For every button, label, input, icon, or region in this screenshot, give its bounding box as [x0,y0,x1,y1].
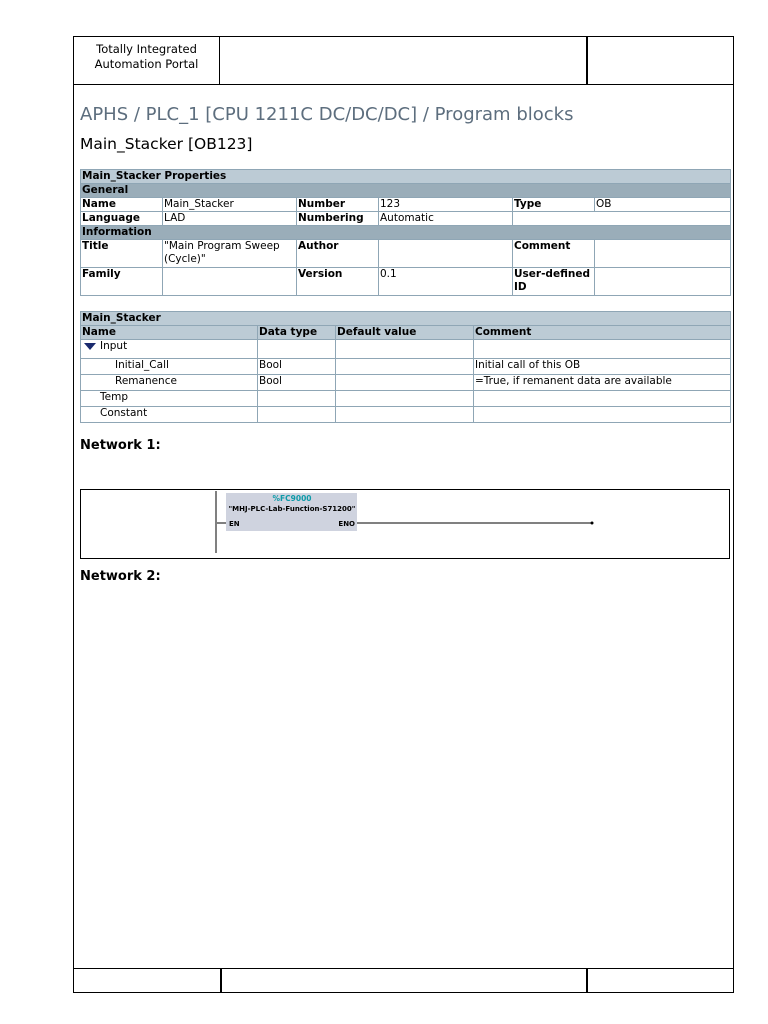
en-pin-label: EN [229,520,240,528]
interface-row-default [336,359,474,375]
header-divider [586,37,588,84]
title-value: "Main Program Sweep (Cycle)" [163,240,297,268]
empty-cell [513,212,731,226]
interface-row-default [336,391,474,407]
comment-label: Comment [513,240,595,268]
type-label: Type [513,198,595,212]
interface-row-name: Initial_Call [81,359,258,375]
general-section-label: General [81,184,731,198]
properties-heading: Main_Stacker Properties [81,170,731,184]
properties-table [80,169,731,296]
table-row [81,359,731,375]
footer-divider [586,969,588,992]
interface-row-name: Temp [81,391,258,407]
network-2-label: Network 2: [80,569,161,584]
table-row [81,340,731,359]
information-section-label: Information [81,226,731,240]
interface-row-default [336,375,474,391]
portal-title-line2: Automation Portal [94,57,199,71]
interface-row-comment: Initial call of this OB [474,359,731,375]
version-label: Version [297,268,379,296]
table-row [81,407,731,423]
interface-row-default [336,407,474,423]
fc-name: "MHJ-PLC-Lab-Function-S71200" [228,505,356,513]
wire-end-dot [591,522,594,525]
name-label: Name [81,198,163,212]
comment-value [595,240,731,268]
page-footer [74,968,733,992]
user-defined-id-label: User-defined ID [513,268,595,296]
interface-row-type [258,407,336,423]
language-value: LAD [163,212,297,226]
author-label: Author [297,240,379,268]
page-header [74,37,733,85]
table-row [81,375,731,391]
eno-pin-label: ENO [338,520,355,528]
column-header-default-value: Default value [336,326,474,340]
collapse-triangle-icon[interactable] [84,343,96,350]
interface-row-comment: =True, if remanent data are available [474,375,731,391]
table-row [81,391,731,407]
type-value: OB [595,198,731,212]
user-defined-id-value [595,268,731,296]
interface-row-type [258,340,336,359]
column-header-data-type: Data type [258,326,336,340]
block-title: Main_Stacker [OB123] [80,135,253,153]
ladder-network-1 [80,489,730,559]
interface-row-type: Bool [258,359,336,375]
title-label: Title [81,240,163,268]
name-value: Main_Stacker [163,198,297,212]
interface-row-name: Input [81,340,258,359]
family-label: Family [81,268,163,296]
column-header-comment: Comment [474,326,731,340]
version-value: 0.1 [379,268,513,296]
family-value [163,268,297,296]
interface-row-type: Bool [258,375,336,391]
portal-title-line1: Totally Integrated [96,42,197,56]
interface-row-name: Remanence [81,375,258,391]
language-label: Language [81,212,163,226]
numbering-label: Numbering [297,212,379,226]
interface-heading: Main_Stacker [81,312,731,326]
fc-address: %FC9000 [272,494,312,503]
ladder-diagram [80,489,730,559]
column-header-name: Name [81,326,258,340]
number-label: Number [297,198,379,212]
interface-row-type [258,391,336,407]
network-1-label: Network 1: [80,438,161,453]
interface-row-comment [474,407,731,423]
portal-title [74,37,220,84]
interface-row-comment [474,340,731,359]
author-value [379,240,513,268]
interface-row-default [336,340,474,359]
interface-table [80,311,731,423]
project-path-title: APHS / PLC_1 [CPU 1211C DC/DC/DC] / Program blocks [80,104,574,125]
footer-divider [220,969,222,992]
numbering-value: Automatic [379,212,513,226]
interface-row-comment [474,391,731,407]
interface-row-name: Constant [81,407,258,423]
number-value: 123 [379,198,513,212]
